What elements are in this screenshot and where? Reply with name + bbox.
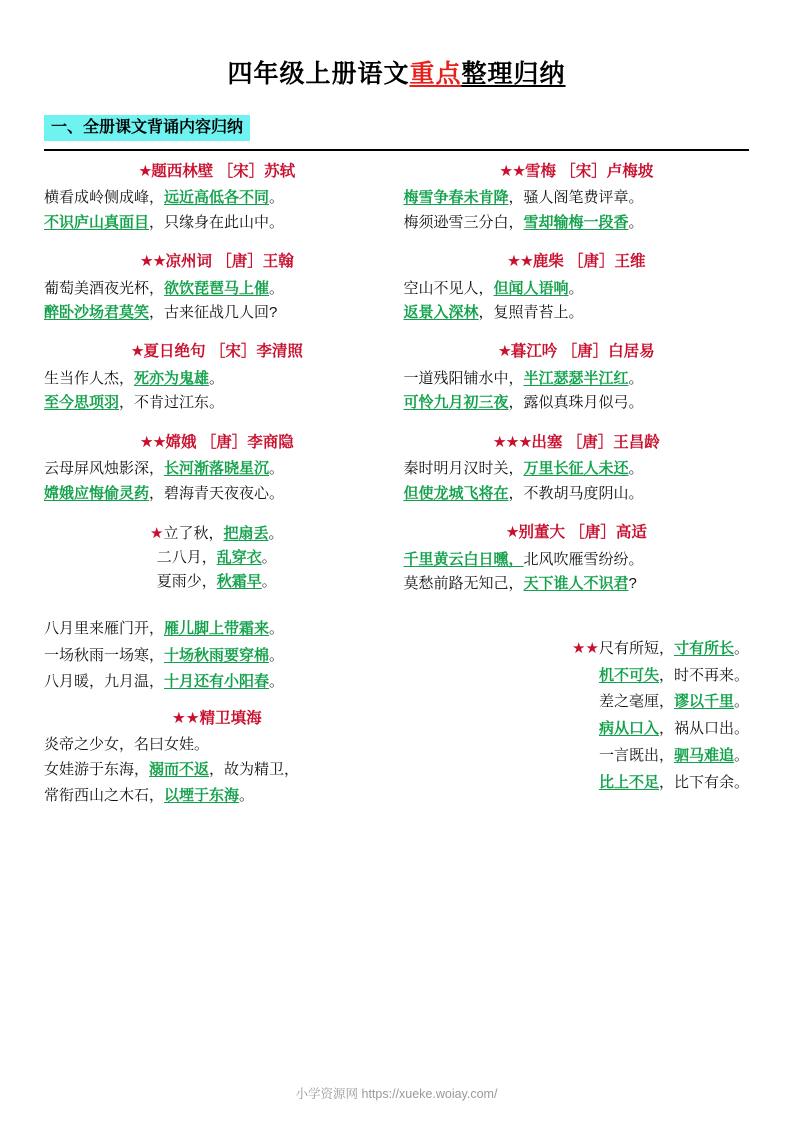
- highlighted-text: 醉卧沙场君莫笑: [44, 303, 150, 321]
- section-header: 一、全册课文背诵内容归纳: [44, 115, 250, 141]
- highlighted-text: 返景入深林: [403, 303, 479, 321]
- poem-line: [44, 391, 390, 415]
- poem-name: 别董大: [518, 523, 566, 541]
- prose-title-text: 精卫填海: [199, 710, 262, 728]
- poem-line: [404, 457, 750, 481]
- poem-name: 雪梅: [524, 162, 556, 180]
- plain-text: 云母屏风烛影深，: [44, 460, 165, 478]
- plain-text: ，祸从口出。: [658, 720, 749, 738]
- plain-text: ，不肯过江东。: [119, 394, 225, 412]
- prose-stars: ★★: [171, 710, 200, 728]
- plain-text: 。: [269, 460, 285, 478]
- highlighted-text: 病从口入: [598, 720, 659, 738]
- plain-text: 。: [628, 213, 644, 231]
- plain-text: ，只缘身在此山中。: [149, 213, 285, 231]
- difficulty-stars: ★: [130, 343, 144, 361]
- title-highlight: 重点: [409, 60, 462, 88]
- idiom-line: [404, 663, 750, 690]
- footer-watermark: 小学资源网 https://xueke.woiay.com/: [295, 1087, 498, 1101]
- highlighted-text: 溺而不返: [149, 761, 210, 779]
- highlighted-text: 雪却输梅一段香: [523, 213, 629, 231]
- highlighted-text: 梅雪争春未肯降: [403, 189, 509, 207]
- right-column: [404, 161, 750, 612]
- idioms-column: [404, 616, 750, 808]
- poem-line: [404, 391, 750, 415]
- poem-name: 鹿柴: [532, 252, 564, 270]
- plain-text: 。: [269, 646, 285, 664]
- difficulty-stars: ★★: [572, 640, 599, 658]
- plain-text: 。: [733, 746, 749, 764]
- difficulty-stars: ★★★: [492, 433, 532, 451]
- poem-block: [404, 341, 750, 415]
- plain-text: 。: [628, 460, 644, 478]
- highlighted-text: 半江瑟瑟半江红: [523, 369, 629, 387]
- plain-text: 尺有所短，: [598, 640, 674, 658]
- poem-line: [44, 211, 390, 235]
- idiom-line: [404, 770, 750, 797]
- poem-title: [404, 341, 750, 363]
- plain-text: 八月暖，九月温，: [44, 673, 165, 691]
- poem-line: [44, 277, 390, 301]
- poem-line: [404, 482, 750, 506]
- prose-title: [44, 706, 390, 728]
- poem-author: ［唐］王昌龄: [562, 433, 660, 451]
- poem-author: ［唐］李商隐: [196, 433, 294, 451]
- poem-author: ［唐］王翰: [212, 252, 294, 270]
- right-poem-list: [404, 161, 750, 596]
- highlighted-text: 长河渐落晓星沉: [164, 460, 270, 478]
- poem-name: 凉州词: [165, 252, 212, 270]
- section-divider: [44, 149, 749, 151]
- highlighted-text: 驷马难追: [673, 746, 734, 764]
- prose-line: [44, 732, 390, 757]
- plain-text: ，故为精卫，: [209, 761, 300, 779]
- highlighted-text: 但使龙城飞将在: [403, 484, 509, 502]
- title-part2: 整理归纳: [461, 60, 566, 88]
- plain-text: ，露似真珠月似弓。: [508, 394, 644, 412]
- plain-text: 一道残阳铺水中，: [403, 369, 524, 387]
- plain-text: ，碧海青天夜夜心。: [149, 484, 285, 502]
- poem-author: ［唐］白居易: [557, 343, 655, 361]
- plain-text: 。: [268, 524, 284, 542]
- poem-line: [44, 457, 390, 481]
- highlighted-text: 可怜九月初三夜: [403, 394, 509, 412]
- plain-text: 。: [269, 279, 285, 297]
- plain-text: 八月里来雁门开，: [44, 620, 165, 638]
- prose-line: [44, 757, 390, 782]
- plain-text: 炎帝之少女，名曰女娃。: [44, 736, 210, 754]
- poem-author: ［唐］高适: [565, 523, 647, 541]
- poem-title: [404, 251, 750, 273]
- highlighted-text: 比上不足: [598, 773, 659, 791]
- difficulty-stars: ★: [505, 523, 519, 541]
- plain-text: 女娃游于东海，: [44, 761, 150, 779]
- plain-text: 夏雨少，: [156, 573, 217, 591]
- weather-saying-line: [44, 616, 390, 643]
- highlighted-text: 十月还有小阳春: [164, 673, 270, 691]
- poem-block: [44, 161, 390, 235]
- poem-line: [44, 546, 390, 570]
- poem-line: [404, 548, 750, 572]
- idiom-line: [404, 689, 750, 716]
- poem-block: [404, 251, 750, 325]
- plain-text: ，古来征战几人回?: [149, 303, 278, 321]
- poem-title: [404, 161, 750, 183]
- plain-text: ，不教胡马度阴山。: [508, 484, 644, 502]
- difficulty-stars: ★★: [139, 433, 166, 451]
- poem-line: [44, 301, 390, 325]
- poem-line: [404, 186, 750, 210]
- plain-text: ，骚人阁笔费评章。: [508, 189, 644, 207]
- poem-block: [404, 522, 750, 596]
- weather-saying-line: [44, 643, 390, 670]
- plain-text: 一场秋雨一场寒，: [44, 646, 165, 664]
- poem-name: 夏日绝句: [143, 343, 206, 361]
- highlighted-text: 远近高低各不同: [164, 189, 270, 207]
- two-column-body: [44, 161, 749, 612]
- poem-line: [404, 367, 750, 391]
- poem-line: [44, 186, 390, 210]
- highlighted-text: 秋霜早: [216, 573, 262, 591]
- difficulty-stars: ★: [138, 162, 152, 180]
- poem-title: [404, 522, 750, 544]
- plain-text: ，复照青苔上。: [478, 303, 584, 321]
- plain-text: 差之毫厘，: [598, 693, 674, 711]
- plain-text: 。: [568, 279, 584, 297]
- plain-text: ?: [628, 574, 637, 592]
- idiom-line: [404, 716, 750, 743]
- plain-text: 空山不见人，: [403, 279, 494, 297]
- highlighted-text: 谬以千里: [673, 693, 734, 711]
- plain-text: 。: [269, 189, 285, 207]
- poem-block: [44, 341, 390, 415]
- poem-author: ［宋］苏轼: [213, 162, 296, 180]
- poem-block: [404, 161, 750, 235]
- poem-name: 暮江吟: [510, 343, 558, 361]
- highlighted-text: 至今思项羽: [44, 394, 120, 412]
- poem-block: [44, 522, 390, 595]
- poem-title: [44, 432, 390, 454]
- plain-text: 。: [239, 786, 255, 804]
- poem-title: [44, 161, 390, 183]
- highlighted-text: 嫦娥应悔偷灵药: [44, 484, 150, 502]
- difficulty-stars: ★★: [139, 252, 166, 270]
- poem-name: 出塞: [531, 433, 563, 451]
- highlighted-text: 死亦为鬼雄: [134, 369, 210, 387]
- plain-text: 横看成岭侧成峰，: [44, 189, 165, 207]
- poem-author: ［唐］王维: [563, 252, 646, 270]
- sayings-column: [44, 616, 390, 808]
- plain-text: ，时不再来。: [658, 666, 749, 684]
- poem-line: [44, 522, 390, 546]
- plain-text: 。: [269, 620, 285, 638]
- lower-body: [44, 616, 749, 808]
- difficulty-stars: ★: [150, 524, 164, 542]
- left-poem-list: [44, 161, 390, 595]
- difficulty-stars: ★: [497, 343, 511, 361]
- plain-text: 。: [209, 369, 225, 387]
- plain-text: 梅须逊雪三分白，: [403, 213, 524, 231]
- poem-line: [404, 211, 750, 235]
- poem-line: [404, 301, 750, 325]
- plain-text: 。: [261, 549, 277, 567]
- plain-text: 常衔西山之木石，: [44, 786, 165, 804]
- plain-text: 。: [733, 640, 749, 658]
- highlighted-text: 千里黄云白日曛，: [403, 550, 524, 568]
- plain-text: 葡萄美酒夜光杯，: [44, 279, 165, 297]
- weather-sayings: [44, 616, 390, 696]
- idiom-list: [404, 636, 750, 796]
- poem-block: [404, 432, 750, 506]
- poem-line: [44, 570, 390, 594]
- plain-text: 秦时明月汉时关，: [403, 460, 524, 478]
- page-title: [44, 58, 749, 91]
- highlighted-text: 不识庐山真面目: [44, 213, 150, 231]
- prose-body: [44, 732, 390, 808]
- plain-text: 二八月，: [156, 549, 217, 567]
- highlighted-text: 以堙于东海: [164, 786, 240, 804]
- plain-text: ，比下有余。: [658, 773, 749, 791]
- plain-text: 。: [269, 673, 285, 691]
- plain-text: 北风吹雁雪纷纷。: [523, 550, 644, 568]
- prose-line: [44, 783, 390, 808]
- idiom-line: [404, 636, 750, 663]
- weather-saying-line: [44, 669, 390, 696]
- highlighted-text: 十场秋雨要穿棉: [164, 646, 270, 664]
- highlighted-text: 机不可失: [598, 666, 659, 684]
- plain-text: 一言既出，: [598, 746, 674, 764]
- highlighted-text: 欲饮琵琶马上催: [164, 279, 270, 297]
- difficulty-stars: ★★: [506, 252, 533, 270]
- poem-title: [404, 432, 750, 454]
- left-column: [44, 161, 390, 612]
- idiom-line: [404, 743, 750, 770]
- title-part1: 四年级上册语文: [227, 60, 410, 88]
- plain-text: 。: [628, 369, 644, 387]
- plain-text: 生当作人杰，: [44, 369, 135, 387]
- plain-text: 莫愁前路无知己，: [403, 574, 524, 592]
- poem-author: ［宋］卢梅坡: [556, 162, 654, 180]
- highlighted-text: 万里长征人未还: [523, 460, 629, 478]
- highlighted-text: 乱穿衣: [216, 549, 262, 567]
- poem-block: [44, 432, 390, 506]
- plain-text: 。: [733, 693, 749, 711]
- poem-title: [44, 251, 390, 273]
- poem-line: [404, 572, 750, 596]
- poem-title: [44, 341, 390, 363]
- poem-line: [44, 482, 390, 506]
- highlighted-text: 天下谁人不识君: [523, 574, 629, 592]
- plain-text: 立了秋，: [163, 524, 224, 542]
- highlighted-text: 雁儿脚上带霜来: [164, 620, 270, 638]
- poem-name: 题西林壁: [151, 162, 214, 180]
- section-header-wrap: [44, 91, 749, 147]
- poem-line: [44, 367, 390, 391]
- highlighted-text: 寸有所长: [673, 640, 734, 658]
- poem-author: ［宋］李清照: [205, 343, 303, 361]
- highlighted-text: 把扇丢: [223, 524, 269, 542]
- difficulty-stars: ★★: [499, 162, 525, 180]
- poem-block: [44, 251, 390, 325]
- plain-text: 。: [261, 573, 277, 591]
- poem-line: [404, 277, 750, 301]
- poem-name: 嫦娥: [165, 433, 197, 451]
- highlighted-text: 但闻人语响: [493, 279, 569, 297]
